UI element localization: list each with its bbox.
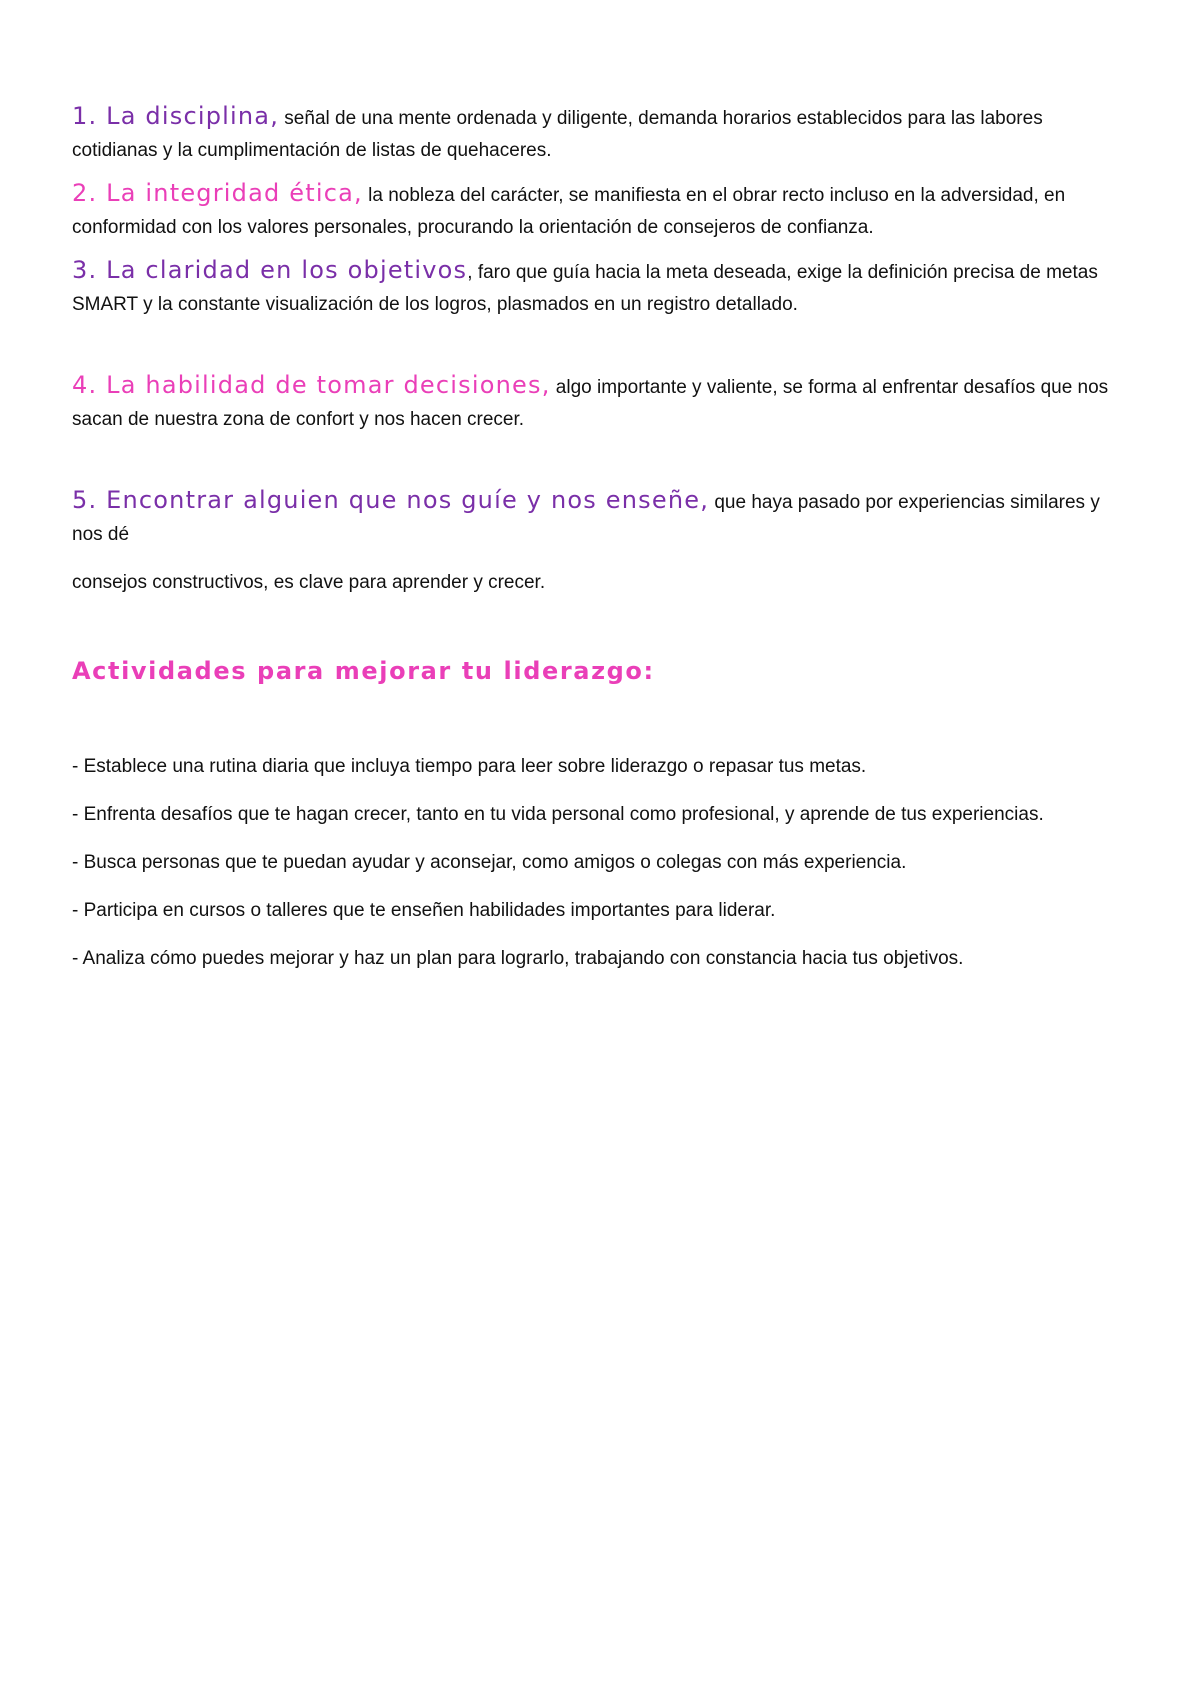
item-4-heading: 4. La habilidad de tomar decisiones, bbox=[72, 371, 551, 399]
document-page bbox=[72, 100, 1132, 991]
item-5-heading: 5. Encontrar alguien que nos guíe y nos enseñe, bbox=[72, 486, 710, 514]
item-3-text: , faro que guía hacia la meta deseada, exige la definición precisa de metas SMART y la constante visualización de los logros, plasmados en un registro detallado. bbox=[72, 262, 1098, 315]
item-3 bbox=[72, 254, 1132, 321]
activity-item: - Analiza cómo puedes mejorar y haz un plan para lograrlo, trabajando con constancia hacia tus objetivos. bbox=[72, 948, 964, 969]
activities-list bbox=[72, 751, 1132, 975]
item-5 bbox=[72, 484, 1132, 551]
item-1-text: señal de una mente ordenada y diligente, demanda horarios establecidos para las labores cotidianas y la cumplimentación de listas de quehaceres. bbox=[72, 108, 1043, 161]
activity-item: - Participa en cursos o talleres que te enseñen habilidades importantes para liderar. bbox=[72, 900, 776, 921]
item-2 bbox=[72, 177, 1132, 244]
item-3-heading: 3. La claridad en los objetivos bbox=[72, 256, 468, 284]
item-1 bbox=[72, 100, 1132, 167]
activity-item: - Enfrenta desafíos que te hagan crecer, tanto en tu vida personal como profesional, y aprende de tus experiencias. bbox=[72, 804, 1044, 825]
item-4-text: algo importante y valiente, se forma al enfrentar desafíos que nos sacan de nuestra zona de confort y nos hacen crecer. bbox=[72, 377, 1109, 430]
activities-title: Actividades para mejorar tu liderazgo: bbox=[72, 657, 655, 685]
item-5-continuation: consejos constructivos, es clave para aprender y crecer. bbox=[72, 572, 546, 593]
activity-item: - Establece una rutina diaria que incluya tiempo para leer sobre liderazgo o repasar tus metas. bbox=[72, 756, 867, 777]
item-5-text: que haya pasado por experiencias similares y nos dé bbox=[72, 492, 1100, 545]
item-4 bbox=[72, 369, 1132, 436]
item-2-text: la nobleza del carácter, se manifiesta en el obrar recto incluso en la adversidad, en conformidad con los valores personales, procurando la orientación de consejeros de confianza. bbox=[72, 185, 1066, 238]
item-2-heading: 2. La integridad ética, bbox=[72, 179, 363, 207]
activity-item: - Busca personas que te puedan ayudar y aconsejar, como amigos o colegas con más experiencia. bbox=[72, 852, 907, 873]
item-1-heading: 1. La disciplina, bbox=[72, 102, 280, 130]
